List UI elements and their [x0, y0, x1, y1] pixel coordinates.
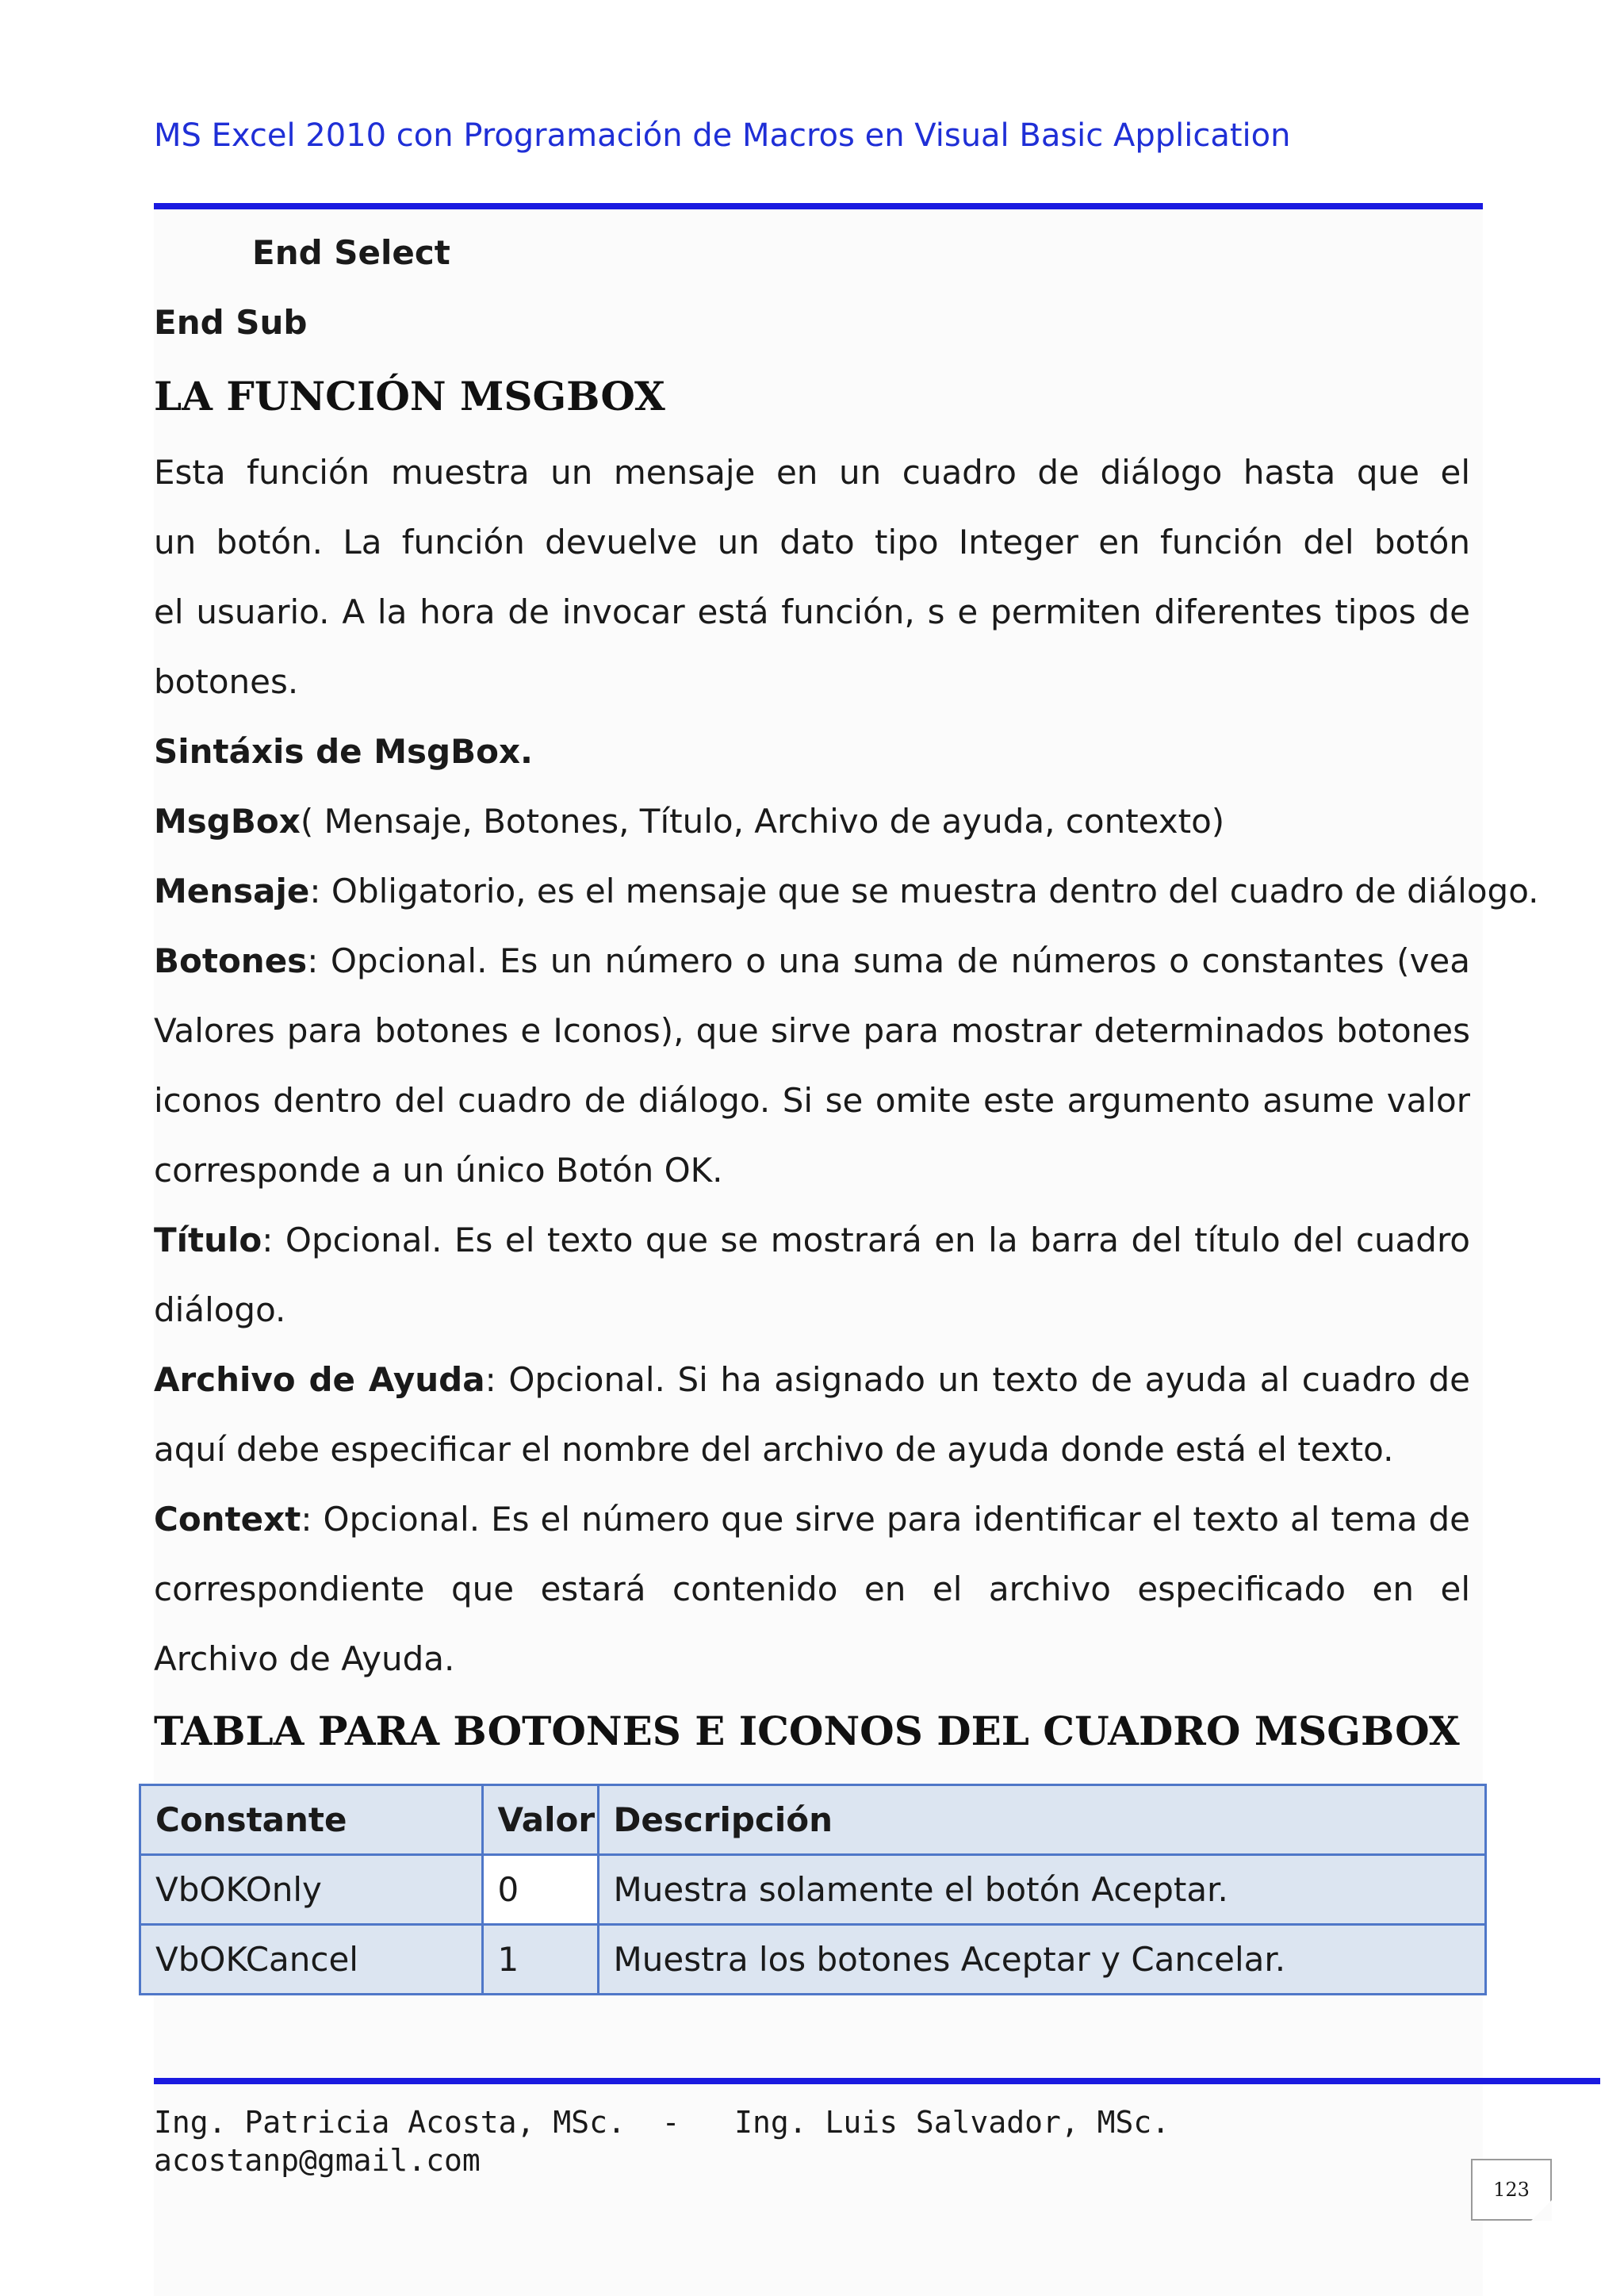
paragraph-line: corresponde a un único Botón OK. [154, 1151, 723, 1190]
table-cell: 1 [482, 1925, 598, 1995]
footer-email: acostanp@gmail.com [154, 2143, 481, 2178]
param-desc: : Opcional. Es el texto que se mostrará en la barra del título del cuadro [262, 1221, 1470, 1259]
buttons-icons-table [139, 1784, 1487, 1995]
param-term: Título [154, 1221, 262, 1259]
footer-text [154, 2103, 1170, 2179]
table-cell: Muestra los botones Aceptar y Cancelar. [598, 1925, 1486, 1995]
param-term: Archivo de Ayuda [154, 1360, 485, 1399]
syntax-args: ( Mensaje, Botones, Título, Archivo de ayuda, contexto) [300, 802, 1225, 841]
paragraph-line: Valores para botones e Iconos), que sirve para mostrar determinados botones [154, 1011, 1470, 1050]
syntax-term: MsgBox [154, 802, 301, 841]
param-context [154, 1485, 1470, 1554]
table-row [140, 1925, 1486, 1995]
paragraph-line: aquí debe especificar el nombre del archivo de ayuda donde está el texto. [154, 1430, 1394, 1469]
param-desc: : Obligatorio, es el mensaje que se muestra dentro del cuadro de diálogo. [309, 872, 1539, 910]
header-rule [154, 203, 1483, 209]
param-term: Botones [154, 941, 308, 980]
page-number-box [1471, 2159, 1552, 2221]
syntax-line [154, 787, 1470, 857]
page-corner-fold [1531, 2200, 1552, 2221]
param-term: Mensaje [154, 872, 310, 910]
code-end-select: End Select [252, 233, 450, 272]
param-archivo [154, 1345, 1470, 1415]
paragraph-line: Esta función muestra un mensaje en un cuadro de diálogo hasta que el [154, 453, 1470, 492]
table-row [140, 1855, 1486, 1925]
paragraph-line: diálogo. [154, 1290, 286, 1329]
param-desc: : Opcional. Es un número o una suma de números o constantes (vea [307, 941, 1470, 980]
param-titulo [154, 1205, 1470, 1275]
param-term: Context [154, 1500, 301, 1539]
table-cell: VbOKCancel [140, 1925, 483, 1995]
param-mensaje [154, 857, 1539, 926]
param-desc: : Opcional. Es el número que sirve para identificar el texto al tema de [301, 1500, 1470, 1539]
table-header-cell: Descripción [598, 1785, 1486, 1855]
table-header-cell: Constante [140, 1785, 483, 1855]
msgbox-body [154, 438, 1539, 1694]
table-cell: VbOKOnly [140, 1855, 483, 1925]
param-botones [154, 926, 1470, 996]
paragraph-line: iconos dentro del cuadro de diálogo. Si se omite este argumento asume valor [154, 1081, 1470, 1120]
paragraph-line: un botón. La función devuelve un dato tipo Integer en función del botón [154, 523, 1470, 562]
paragraph-line: botones. [154, 662, 299, 701]
document-header-title: MS Excel 2010 con Programación de Macros en Visual Basic Application [154, 117, 1291, 154]
table-header-cell: Valor [482, 1785, 598, 1855]
section-heading-msgbox: LA FUNCIÓN MSGBOX [154, 373, 665, 420]
syntax-title: Sintáxis de MsgBox. [154, 732, 534, 771]
param-desc: : Opcional. Si ha asignado un texto de ayuda al cuadro de [485, 1360, 1470, 1399]
code-end-sub: End Sub [154, 303, 308, 342]
footer-rule [154, 2078, 1600, 2084]
footer-authors: Ing. Patricia Acosta, MSc. - Ing. Luis Salvador, MSc. [154, 2105, 1170, 2140]
paragraph-line: el usuario. A la hora de invocar está función, s e permiten diferentes tipos de [154, 592, 1470, 631]
paragraph-line: correspondiente que estará contenido en el archivo especificado en el [154, 1570, 1470, 1608]
paragraph-line: Archivo de Ayuda. [154, 1639, 455, 1678]
page-number: 123 [1493, 2179, 1530, 2201]
table-header-row [140, 1785, 1486, 1855]
section-heading-table: TABLA PARA BOTONES E ICONOS DEL CUADRO MSGBOX [154, 1708, 1460, 1754]
table-cell: Muestra solamente el botón Aceptar. [598, 1855, 1486, 1925]
table-cell: 0 [482, 1855, 598, 1925]
